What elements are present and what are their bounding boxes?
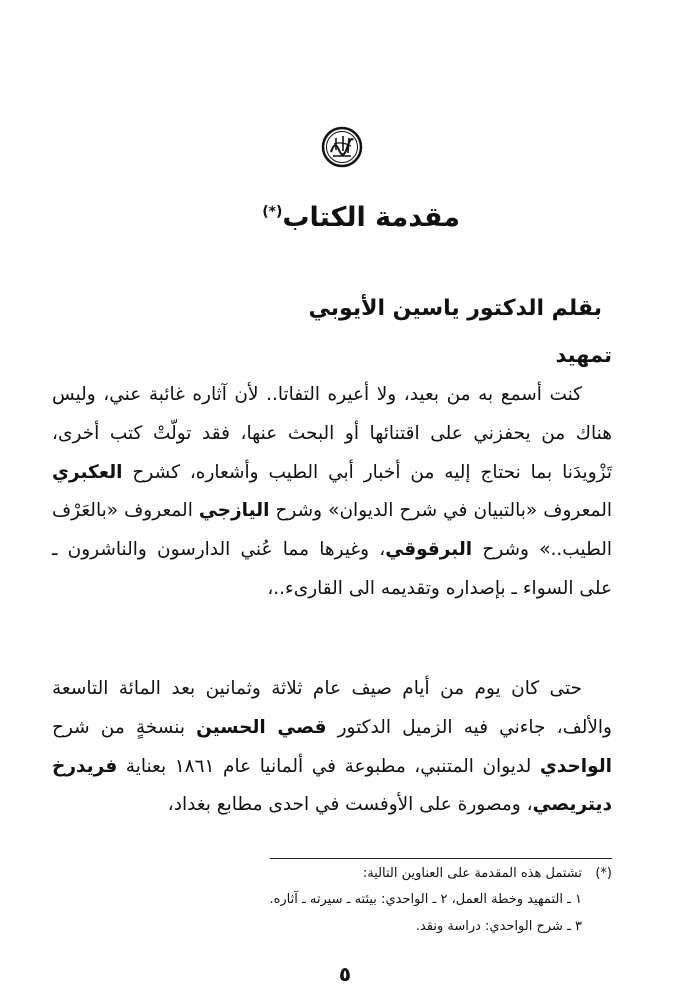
name-barquqi: البرقوقي: [385, 539, 473, 561]
name-dieterici: فريدرخ ديتريصي: [52, 755, 612, 816]
footnote-separator: [270, 858, 612, 859]
paragraph-intro: كنت أسمع به من بعيد، ولا أعيره التفاتا.. لأن آثاره غائبة عني، وليس هناك من يحفزني على اقتنائها أو البحث عنها، فقد تولّتْ كتب أخرى، تَزْويدَنا بما نحتاج إليه من أخبار أبي الطيب وأشعاره، كشرح العكبري المعروف «بالتبيان في شرح الديوان» وشرح اليازجي المعروف «بالعَرْف الطيب..» وشرح البرقوقي، وغيرها مما عُني الدارسون والناشرون ـ على السواء ـ بإصداره وتقديمه الى القارىء..،: [52, 384, 613, 599]
section-heading: تمهيد: [555, 343, 612, 367]
author-line: بقلم الدكتور ياسين الأيوبي: [308, 296, 602, 321]
footnote-mark: (*): [595, 866, 612, 881]
page-number: ٥: [338, 962, 352, 986]
footnote-line-1: (*)تشتمل هذه المقدمة على العناوين التالية:: [362, 866, 612, 881]
name-yazji: اليازجي: [198, 500, 270, 522]
name-wahidi: الواحدي: [539, 755, 613, 777]
footnote-marker: (*): [262, 204, 283, 220]
paragraph-discovery: حتى كان يوم من أيام صيف عام ثلاثة وثمانين بعد المائة التاسعة والألف، جاءني فيه الزميل الدكتور قصي الحسين بنسخةٍ من شرح الواحدي لديوان المتنبي، مطبوعة في ألمانيا عام ١٨٦١ بعناية فريدرخ ديتريصي، ومصورة على الأوفست في احدى مطابع بغداد،: [52, 678, 613, 816]
footnote-line-2: ١ ـ التمهيد وخطة العمل، ٢ ـ الواحدي: بيئته ـ سيرته ـ آثاره.: [269, 892, 582, 907]
footnote-line-3: ٣ ـ شرح الواحدي: دراسة ونقد.: [415, 919, 582, 934]
name-akbari: العكبري: [52, 461, 123, 483]
name-qusay-hussein: قصي الحسين: [196, 716, 327, 738]
calligraphy-medallion-icon: [321, 126, 363, 168]
page-title: مقدمة الكتاب(*): [262, 202, 460, 233]
